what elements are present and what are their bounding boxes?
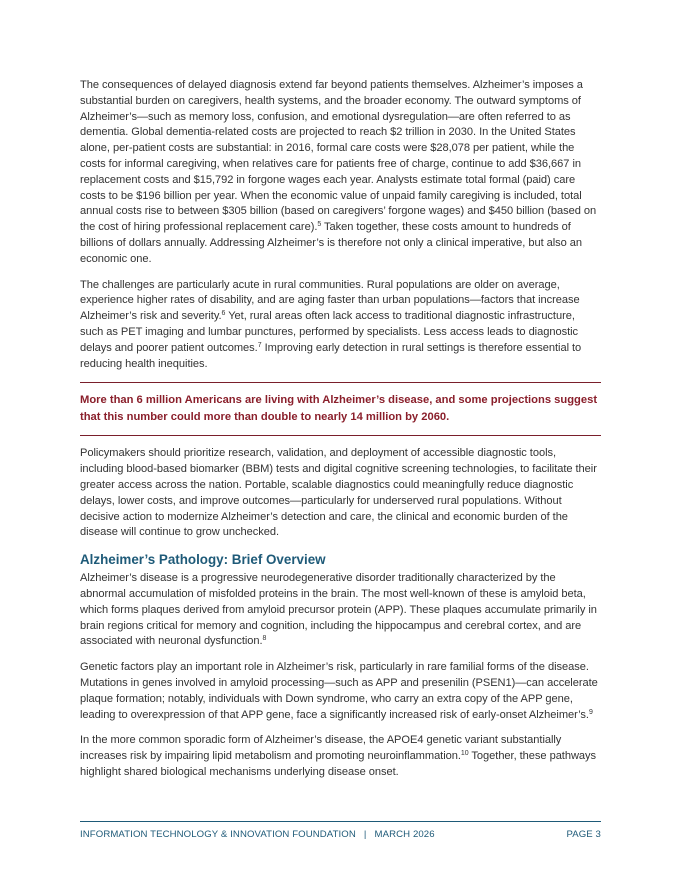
paragraph-apoe4 [80, 733, 601, 780]
pull-quote-text: More than 6 million Americans are living with Alzheimer’s disease, and some projections suggest that this number could more than double to nearly 14 million by 2060. [80, 394, 598, 423]
footnote-ref[interactable]: 7 [257, 341, 262, 349]
paragraph-text: The challenges are particularly acute in rural communities. Rural populations are older on average, experience higher rates of disability, and are aging faster than urban populations—factors that increase Alzheimer’s risk and severity. [80, 278, 580, 323]
paragraph-text: Together, these pathways highlight shared biological mechanisms underlying disease onset. [80, 750, 597, 778]
page-footer [80, 829, 601, 840]
paragraph-text: Taken together, these costs amount to hundreds of billions of dollars annually. Addressing Alzheimer’s is therefore not only a clinical imperative, but also an economic one. [80, 221, 583, 265]
paragraph-text: Improving early detection in rural settings is therefore essential to reducing health inequities. [80, 341, 582, 370]
paragraph-pathology [80, 571, 601, 650]
footer-organization: INFORMATION TECHNOLOGY & INNOVATION FOUNDATION [80, 829, 356, 840]
footnote-ref[interactable]: 6 [221, 310, 226, 318]
paragraph-genetics [80, 660, 601, 723]
paragraph-text: Genetic factors play an important role in Alzheimer’s risk, particularly in rare familial forms of the disease. Mutations in genes involved in amyloid processing—such as APP and presenilin (PSEN1)—can accelerate plaque formation; notably, individuals with Down syndrome, who carry an extra copy of the APP gene, leading to overexpression of that APP gene, face a significantly increased risk of early-onset Alzheimer’s. [80, 661, 598, 721]
paragraph-text: Yet, rural areas often lack access to traditional diagnostic infrastructure, such as PET imaging and lumbar punctures, performed by specialists. Less access leads to diagnostic delays and poorer patient outcomes. [80, 310, 579, 354]
section-heading: Alzheimer’s Pathology: Brief Overview [80, 552, 326, 568]
footer-date: MARCH 2026 [374, 829, 435, 840]
page-number: PAGE 3 [566, 829, 601, 840]
page-content [80, 78, 601, 791]
pull-quote-callout [80, 382, 601, 436]
paragraph-text: The consequences of delayed diagnosis extend far beyond patients themselves. Alzheimer’s imposes a substantial burden on caregivers, health systems, and the broader economy. The outward symptoms of Alzheimer’s—such as memory loss, confusion, and emotional dysregulation—are often referred to as dementia. Global dementia-related costs are projected to reach $2 trillion in 2030. In the United States alone, per-patient costs are substantial: in 2016, formal care costs were $28,078 per patient, while the costs for informal caregiving, when relatives care for patients free of charge, continue to add $36,667 in replacement costs and $15,792 in forgone wages each year. Analysts estimate total formal (paid) care costs to be $196 billion per year. When the economic value of unpaid family caregiving is included, total annual costs rise to between $305 billion (based on caregivers’ forgone wages) and $450 billion (based on the cost of hiring professional replacement care). [80, 79, 597, 234]
footer-left [80, 829, 435, 840]
footnote-ref[interactable]: 10 [460, 750, 469, 758]
paragraph-text: In the more common sporadic form of Alzheimer’s disease, the APOE4 genetic variant substantially increases risk by impairing lipid metabolism and promoting neuroinflammation. [80, 734, 562, 763]
paragraph-text: Alzheimer’s disease is a progressive neurodegenerative disorder traditionally characterized by the abnormal accumulation of misfolded proteins in the brain. The most well-known of these is amyloid beta, which forms plaques derived from amyloid precursor protein (APP). These plaques accumulate primarily in brain regions critical for memory and cognition, including the hippocampus and cerebral cortex, and are associated with neuronal dysfunction. [80, 572, 597, 648]
paragraph-policy: Policymakers should prioritize research, validation, and deployment of accessible diagnostic tools, including blood-based biomarker (BBM) tests and digital cognitive screening technologies, to facilitate their greater access across the nation. Portable, scalable diagnostics could meaningfully reduce diagnostic delays, lower costs, and improve outcomes—particularly for underserved rural populations. Without decisive action to modernize Alzheimer’s detection and care, the clinical and economic burden of the disease will continue to grow unchecked. [80, 447, 597, 539]
paragraph-rural-challenges [80, 278, 601, 373]
footnote-ref[interactable]: 5 [317, 221, 322, 229]
paragraph-economic-burden [80, 78, 601, 268]
footer-divider [80, 821, 601, 822]
footnote-ref[interactable]: 8 [262, 635, 267, 643]
footer-separator: | [363, 829, 367, 840]
footnote-ref[interactable]: 9 [588, 708, 593, 716]
